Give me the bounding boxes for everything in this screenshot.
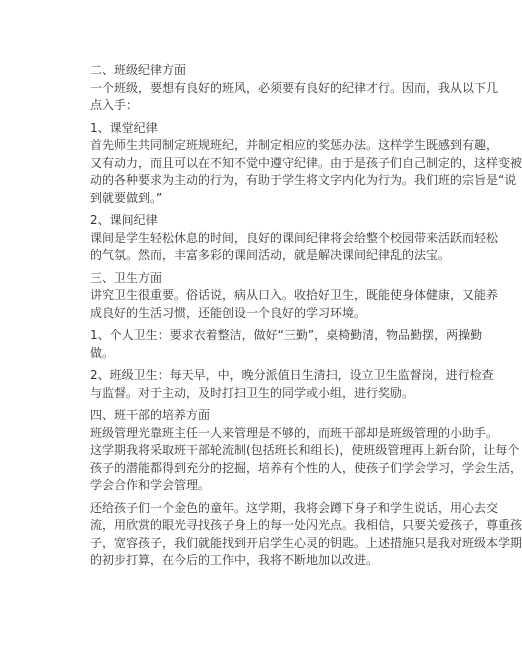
- paragraph-line: 班级管理光靠班主任一人来管理是不够的，而班干部却是班级管理的小助手。: [90, 425, 499, 440]
- paragraph-line: 做。: [90, 345, 115, 360]
- paragraph-line: 2、班级卫生：每天早，中，晚分派值日生清扫，设立卫生监督岗，进行检查: [90, 368, 494, 382]
- subheading-classroom-discipline: 1、课堂纪律: [90, 120, 158, 135]
- paragraph-line: 成良好的生活习惯，还能创设一个良好的学习环境。: [90, 305, 367, 320]
- paragraph-line: 孩子的潜能都得到充分的挖掘，培养有个性的人，使孩子们学会学习，学会生活，: [90, 460, 522, 475]
- paragraph-line: 子，宽容孩子，我们就能找到开启学生心灵的钥匙。上述措施只是我对班级本学期: [90, 535, 522, 550]
- section-heading-discipline: 二、班级纪律方面: [90, 63, 187, 77]
- paragraph-line: 动的各种要求为主动的行为，有助于学生将文字内化为行为。我们班的宗旨是“说: [90, 173, 517, 187]
- paragraph-line: 又有动力，而且可以在不知不觉中遵守纪律。由于是孩子们自己制定的，这样变被: [90, 155, 522, 170]
- paragraph-line: 学会合作和学会管理。: [90, 478, 211, 492]
- paragraph-line: 1、个人卫生：要求衣着整洁，做好“三勤”，桌椅勤清，物品勤摆，两操勤: [90, 328, 483, 342]
- paragraph-line: 与监督。对于主动，及时打扫卫生的同学或小组，进行奖励。: [90, 385, 415, 400]
- paragraph-line: 首先师生共同制定班规班纪，并制定相应的奖惩办法。这样学生既感到有趣，: [90, 138, 499, 152]
- paragraph-line: 讲究卫生很重要。俗话说，病从口入。收拾好卫生，既能使身体健康，又能养: [90, 288, 499, 302]
- paragraph-line: 一个班级，要想有良好的班风，必须要有良好的纪律才行。因而，我从以下几: [90, 80, 499, 95]
- paragraph-line: 的气氛。然而，丰富多彩的课间活动，就是解决课间纪律乱的法宝。: [90, 248, 451, 262]
- section-heading-hygiene: 三、卫生方面: [90, 270, 163, 285]
- document-page: [90, 62, 522, 570]
- section-heading-class-cadres: 四、班干部的培养方面: [90, 408, 211, 422]
- paragraph-line: 还给孩子们一个金色的童年。这学期，我将会蹲下身子和学生说话，用心去交: [90, 500, 499, 515]
- subheading-break-discipline: 2、课间纪律: [90, 213, 158, 227]
- paragraph-line: 这学期我将采取班干部轮流制(包括班长和组长)，使班级管理再上新台阶，让每个: [90, 443, 520, 457]
- paragraph-line: 点入手：: [90, 98, 139, 112]
- paragraph-line: 课间是学生轻松休息的时间，良好的课间纪律将会给整个校园带来活跃而轻松: [90, 230, 499, 245]
- paragraph-line: 到就要做到。”: [90, 190, 163, 205]
- paragraph-line: 的初步打算，在今后的工作中，我将不断地加以改进。: [90, 553, 379, 567]
- paragraph-line: 流，用欣赏的眼光寻找孩子身上的每一处闪光点。我相信，只要关爱孩子，尊重孩: [90, 518, 522, 532]
